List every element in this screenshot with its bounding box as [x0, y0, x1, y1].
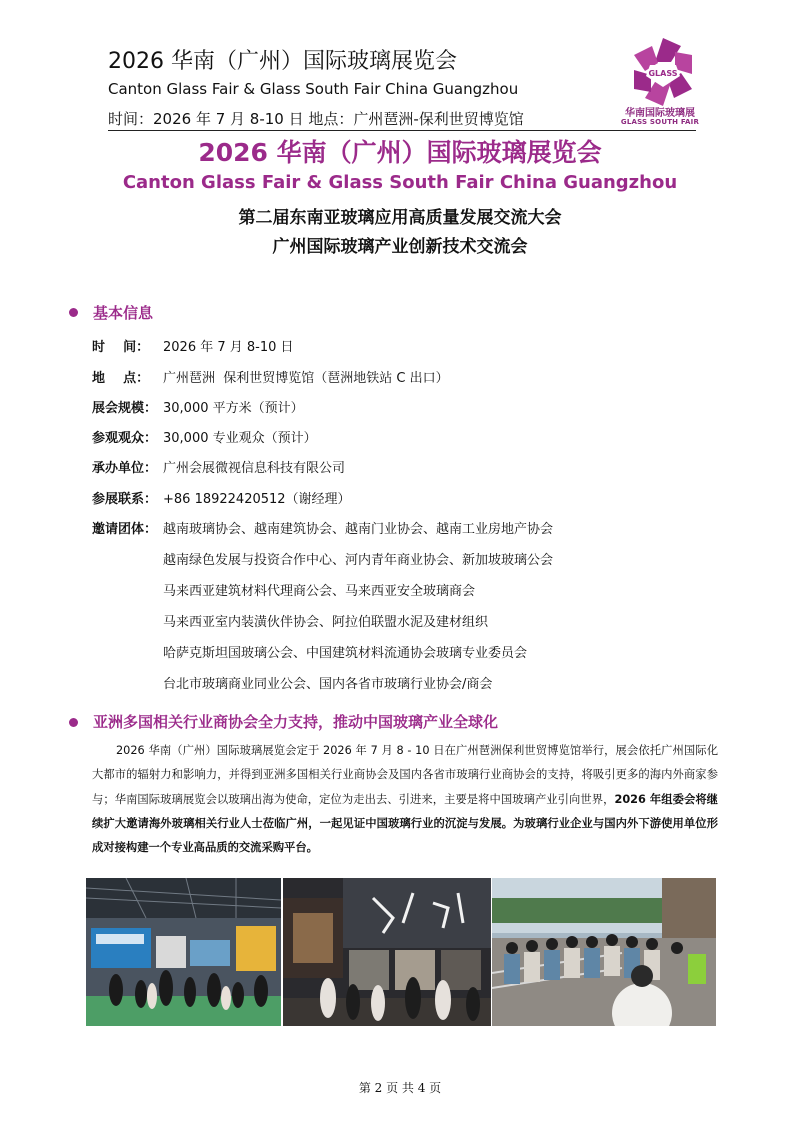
groups-line: 越南绿色发展与投资合作中心、河内青年商业协会、新加坡玻璃公会 — [163, 553, 554, 568]
visitor-entrance-photo — [492, 878, 716, 1026]
main-title-cn: 2026 华南（广州）国际玻璃展览会 — [198, 138, 602, 167]
header-info: 时间：2026 年 7 月 8-10 日 地点：广州琶洲-保利世贸博览馆 — [108, 110, 524, 128]
support-heading: 亚洲多国相关行业商协会全力支持，推动中国玻璃产业全球化 — [93, 713, 499, 731]
logo-badge-text: GLASS — [648, 69, 678, 78]
support-paragraph-text: 2026 华南（广州）国际玻璃展览会定于 2026 年 7 月 8 - 10 日在广州琶洲保利世贸博览馆举行，展会依托广州国际化大都市的辐射力和影响力，并得到亚洲多国相关行业商协会及国内各省市玻璃行业商协会的支持，将吸引更多的海内外商家参与；华南国际玻璃展览会以玻璃出海为使命，定位为走出去、引进来，主要是将中国玻璃产业引向世界， — [92, 744, 718, 806]
info-value-time: 2026 年 7 月 8-10 日 — [163, 340, 294, 355]
header-title-en: Canton Glass Fair & Glass South Fair China Guangzhou — [108, 80, 519, 98]
groups-line: 马来西亚室内装潢伙伴协会、阿拉伯联盟水泥及建材组织 — [163, 615, 489, 630]
info-value-groups: 越南玻璃协会、越南建筑协会、越南门业协会、越南工业房地产协会 — [163, 522, 554, 537]
section-bullet — [69, 718, 78, 727]
logo-name-cn: 华南国际玻璃展 — [625, 108, 695, 119]
info-label-time: 时 间： — [92, 340, 150, 355]
section-bullet — [69, 308, 78, 317]
info-value-visitors: 30,000 专业观众（预计） — [163, 431, 317, 446]
main-title-en: Canton Glass Fair & Glass South Fair China Guangzhou — [122, 172, 678, 193]
info-value-venue: 广州琶洲 保利世贸博览馆（琶洲地铁站 C 出口） — [163, 371, 449, 386]
subtitle-1: 第二届东南亚玻璃应用高质量发展交流大会 — [238, 208, 562, 228]
support-paragraph-bold: 2026 年组委会将继续扩大邀请海外玻璃相关行业人士莅临广州，一起见证中国玻璃行业的沉淀与发展。为玻璃行业企业与国内外下游使用单位形成对接构建一个专业高品质的交流采购平台。 — [92, 792, 718, 855]
info-label-visitors: 参观观众： — [92, 431, 158, 446]
header-title: 2026 华南（广州）国际玻璃展览会 — [108, 49, 457, 74]
exhibition-hall-photo — [86, 878, 281, 1026]
basic-info-heading: 基本信息 — [93, 304, 154, 322]
info-label-venue: 地 点： — [92, 371, 150, 386]
groups-line: 哈萨克斯坦国玻璃公会、中国建筑材料流通协会玻璃专业委员会 — [163, 646, 528, 661]
page-number: 第 2 页 共 4 页 — [358, 1081, 442, 1095]
groups-line: 台北市玻璃商业同业公会、国内各省市玻璃行业协会/商会 — [163, 677, 493, 692]
subtitle-2: 广州国际玻璃产业创新技术交流会 — [272, 237, 528, 257]
groups-line: 马来西亚建筑材料代理商公会、马来西亚安全玻璃商会 — [163, 584, 476, 599]
info-label-groups: 邀请团体： — [92, 522, 158, 537]
info-value-contact: +86 18922420512（谢经理） — [163, 492, 351, 507]
header-rule — [108, 130, 696, 131]
support-paragraph — [92, 739, 718, 860]
booth-display-photo — [283, 878, 491, 1026]
logo-name-en: GLASS SOUTH FAIR — [620, 118, 700, 126]
info-value-organizer: 广州会展微视信息科技有限公司 — [163, 461, 346, 476]
info-label-scale: 展会规模： — [92, 401, 158, 416]
info-label-contact: 参展联系： — [92, 492, 158, 507]
info-value-scale: 30,000 平方米（预计） — [163, 401, 304, 416]
info-label-organizer: 承办单位： — [92, 461, 158, 476]
